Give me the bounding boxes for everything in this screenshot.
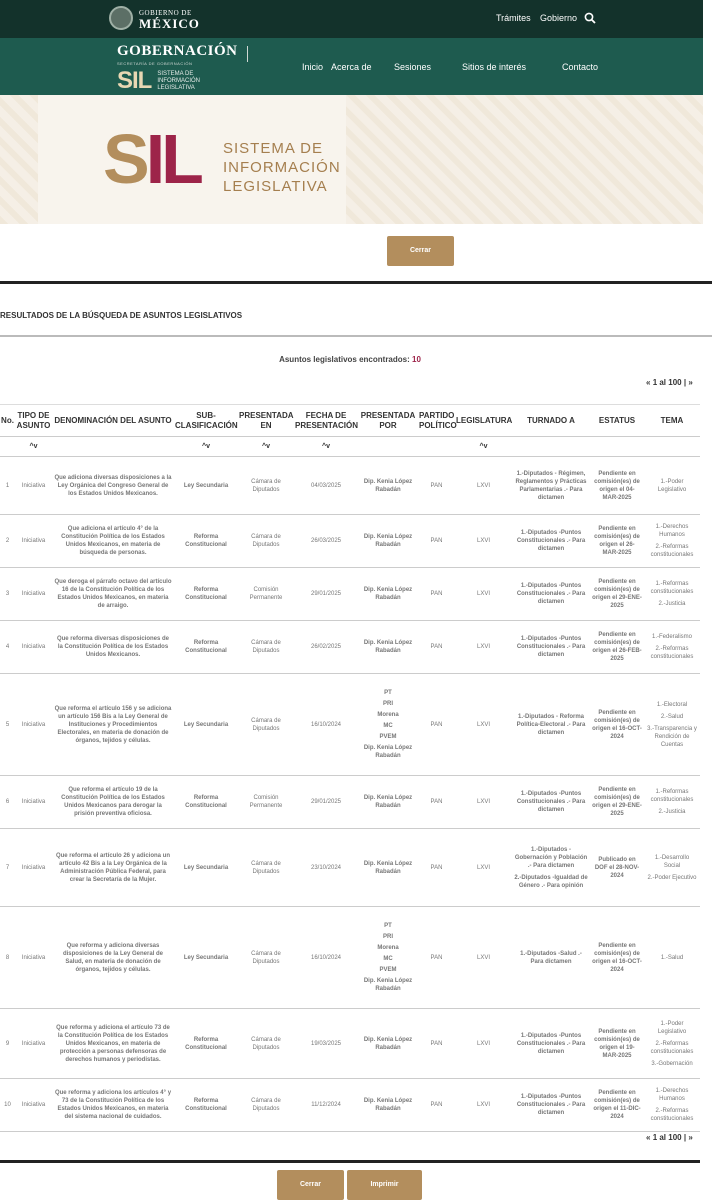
cell-tema (644, 1079, 700, 1132)
table-header-row (0, 405, 700, 437)
presenter-item: PT (384, 923, 392, 929)
table-row (0, 515, 700, 568)
cell-fecha: 16/10/2024 (294, 674, 358, 776)
cell-subclasificacion: Ley Secundaria (174, 907, 238, 1009)
presenter-item: Dip. Kenia López Rabadán (363, 745, 413, 759)
turnado-item: 1.-Diputados -Puntos Constitucionales .- Para dictamen (516, 1094, 586, 1116)
cell-partido: PAN (418, 674, 455, 776)
cell-partido: PAN (418, 568, 455, 621)
presenter-item: PVEM (379, 967, 397, 973)
cell-no: 6 (0, 776, 15, 829)
cell-fecha: 16/10/2024 (294, 907, 358, 1009)
cell-subclasificacion: Reforma Constitucional (174, 568, 238, 621)
pager-next[interactable]: » (688, 1133, 693, 1142)
nav-item-contacto[interactable]: Contacto (562, 62, 599, 72)
sort-asc-icon: ^ (29, 442, 34, 450)
tema-item: 2.-Justicia (658, 809, 686, 815)
turnado-item: 1.-Diputados - Gobernación y Población .- Para dictamen (514, 846, 588, 869)
sort-asc-icon: ^ (479, 442, 484, 450)
cell-estatus: Pendiente en comisión(es) de origen el 26-MAR-2025 (590, 515, 644, 568)
cell-turnado (512, 776, 590, 829)
nav-item-sesiones[interactable]: Sesiones (394, 62, 432, 72)
pager-range: 1 al 100 (652, 1133, 682, 1142)
cell-no: 10 (0, 1079, 15, 1132)
tema-item: 2.-Reformas constitucionales (650, 1108, 694, 1122)
print-button[interactable]: Imprimir (347, 1170, 422, 1200)
tema-item: 2.-Reformas constitucionales (650, 544, 694, 558)
cell-denominacion[interactable]: Que adiciona diversas disposiciones a la Ley Orgánica del Congreso General de los Estados Unidos Mexicanos. (52, 457, 174, 515)
brand-subtitle: SECRETARÍA DE GOBERNACIÓN (117, 61, 193, 66)
cell-denominacion[interactable]: Que reforma el artículo 19 de la Constitución Política de los Estados Unidos Mexicanos para derogar la prisión preventiva oficiosa. (52, 776, 174, 829)
col-header-estatus: ESTATUS (590, 405, 644, 437)
cell-presentada-en: Comisión Permanente (238, 776, 294, 829)
col-header-fecha: FECHA DE PRESENTACIÓN (294, 405, 358, 437)
cell-presentada-en: Cámara de Diputados (238, 1009, 294, 1079)
presenter-item: Dip. Kenia López Rabadán (363, 1098, 413, 1112)
sort-desc-icon: v (206, 442, 210, 450)
brand-divider (247, 46, 248, 62)
cell-no: 7 (0, 829, 15, 907)
table-row (0, 776, 700, 829)
presenter-item: PT (384, 690, 392, 696)
results-title: RESULTADOS DE LA BÚSQUEDA DE ASUNTOS LEGISLATIVOS (0, 311, 243, 320)
cell-presentada-por (358, 515, 418, 568)
pager-range: 1 al 100 (652, 378, 682, 387)
cell-presentada-por (358, 568, 418, 621)
cell-estatus: Pendiente en comisión(es) de origen el 29-ENE-2025 (590, 776, 644, 829)
gov-logo-line1: GOBIERNO DE (139, 8, 192, 17)
cell-tema (644, 674, 700, 776)
cell-tipo: Iniciativa (15, 776, 52, 829)
pager-prev[interactable]: « (646, 378, 651, 387)
cell-legislatura: LXVI (455, 457, 512, 515)
cell-presentada-en: Cámara de Diputados (238, 515, 294, 568)
cell-fecha: 29/01/2025 (294, 776, 358, 829)
cell-subclasificacion: Ley Secundaria (174, 674, 238, 776)
cell-presentada-por (358, 1009, 418, 1079)
cell-legislatura: LXVI (455, 776, 512, 829)
sort-row (0, 437, 700, 457)
table-row (0, 621, 700, 674)
cell-turnado (512, 568, 590, 621)
sort-desc-icon: v (33, 442, 38, 450)
sort-desc-icon: v (326, 442, 330, 450)
cell-turnado (512, 457, 590, 515)
top-link-gobierno[interactable]: Gobierno (540, 13, 578, 23)
cell-no: 1 (0, 457, 15, 515)
cell-estatus: Pendiente en comisión(es) de origen el 16-OCT-2024 (590, 674, 644, 776)
cell-partido: PAN (418, 457, 455, 515)
cell-fecha: 26/02/2025 (294, 621, 358, 674)
cell-subclasificacion: Reforma Constitucional (174, 1009, 238, 1079)
presenter-item: PVEM (379, 734, 397, 740)
cell-turnado (512, 621, 590, 674)
top-link-tramites[interactable]: Trámites (496, 13, 531, 23)
cell-estatus: Publicado en DOF el 28-NOV-2024 (590, 829, 644, 907)
presenter-item: Morena (377, 712, 399, 718)
presenter-item: Dip. Kenia López Rabadán (363, 1036, 413, 1051)
sort-fecha[interactable] (294, 437, 358, 457)
cell-partido: PAN (418, 1009, 455, 1079)
cell-turnado (512, 1079, 590, 1132)
pager-prev[interactable]: « (646, 1133, 651, 1142)
nav-item-sitios-de-interes[interactable]: Sitios de interés (462, 62, 527, 72)
turnado-item: 1.-Diputados - Reforma Política-Electoral .- Para dictamen (516, 713, 586, 736)
cell-denominacion[interactable]: Que reforma diversas disposiciones de la Constitución Política de los Estados Unidos Mexicanos. (52, 621, 174, 674)
cell-tipo: Iniciativa (15, 829, 52, 907)
cell-estatus: Pendiente en comisión(es) de origen el 11-DIC-2024 (590, 1079, 644, 1132)
cell-presentada-por (358, 621, 418, 674)
cell-denominacion[interactable]: Que adiciona el artículo 4° de la Constitución Política de los Estados Unidos Mexicanos, en materia de búsqueda de personas. (52, 515, 174, 568)
presenter-item: Dip. Kenia López Rabadán (363, 534, 413, 548)
sort-subclasificacion[interactable] (174, 437, 238, 457)
cell-presentada-en: Cámara de Diputados (238, 457, 294, 515)
tema-item: 2.-Poder Ejecutivo (647, 874, 697, 881)
cell-presentada-en: Cámara de Diputados (238, 1079, 294, 1132)
tema-item: 1.-Poder Legislativo (657, 1020, 687, 1035)
cell-subclasificacion: Reforma Constitucional (174, 776, 238, 829)
col-header-partido: PARTIDO POLÍTICO (418, 405, 455, 437)
turnado-item: 2.-Diputados -Igualdad de Género .- Para opinión (514, 874, 588, 889)
table-row (0, 568, 700, 621)
cell-denominacion[interactable]: Que reforma y adiciona el artículo 73 de la Constitución Política de los Estados Unidos Mexicanos, en materia de protección a personas defensoras de derechos humanos y periodistas. (52, 1009, 174, 1079)
sort-asc-icon: ^ (322, 442, 327, 450)
presenter-item: MC (383, 723, 393, 729)
cell-subclasificacion: Ley Secundaria (174, 829, 238, 907)
cell-partido: PAN (418, 776, 455, 829)
cell-tema (644, 907, 700, 1009)
cell-tipo: Iniciativa (15, 621, 52, 674)
results-count-value: 10 (412, 355, 421, 364)
presenter-item: Dip. Kenia López Rabadán (363, 860, 413, 875)
presenter-item: Dip. Kenia López Rabadán (363, 795, 413, 809)
sil-nav-word: SIL (117, 67, 152, 94)
tema-item: 2.-Justicia (658, 601, 686, 607)
cell-no: 4 (0, 621, 15, 674)
sort-presentada-en[interactable] (238, 437, 294, 457)
nav-item-acerca-de[interactable]: Acerca de (331, 62, 372, 72)
cell-turnado (512, 1009, 590, 1079)
cell-estatus: Pendiente en comisión(es) de origen el 29-ENE-2025 (590, 568, 644, 621)
presenter-item: MC (383, 956, 393, 962)
table-row (0, 1079, 700, 1132)
pager-next[interactable]: » (688, 378, 693, 387)
cell-tema (644, 515, 700, 568)
cell-tema (644, 776, 700, 829)
pager-top: « 1 al 100 | » (646, 378, 693, 387)
tema-item: 3.-Gobernación (651, 1060, 693, 1067)
tema-item: 1.-Reformas constitucionales (650, 581, 694, 595)
sort-legislatura[interactable] (455, 437, 512, 457)
cell-presentada-por (358, 907, 418, 1009)
cell-partido: PAN (418, 829, 455, 907)
presenter-item: Morena (377, 945, 399, 951)
cell-estatus: Pendiente en comisión(es) de origen el 26-FEB-2025 (590, 621, 644, 674)
cell-legislatura: LXVI (455, 568, 512, 621)
cell-denominacion[interactable]: Que reforma el artículo 156 y se adiciona un artículo 156 Bis a la Ley General de Instituciones y Procedimientos Electorales, en materia de donación de órganos, tejidos y células. (52, 674, 174, 776)
col-header-subclasificacion: SUB-CLASIFICACIÓN (174, 405, 238, 437)
presenter-item: PRI (382, 934, 393, 940)
cell-tema (644, 1009, 700, 1079)
tema-item: 1.-Derechos Humanos (655, 1088, 689, 1102)
presenter-item: Dip. Kenia López Rabadán (363, 640, 413, 654)
tema-item: 1.-Poder Legislativo (657, 478, 687, 493)
turnado-item: 1.-Diputados -Salud .- Para dictamen (520, 950, 582, 965)
tema-item: 1.-Desarrollo Social (654, 854, 690, 869)
col-header-turnado: TURNADO A (512, 405, 590, 437)
results-body (0, 457, 700, 1132)
cell-denominacion[interactable]: Que reforma y adiciona los artículos 4° y 73 de la Constitución Política de los Estados Unidos Mexicanos, en materia del sistema nacional de cuidados. (52, 1079, 174, 1132)
divider-bottom (0, 1160, 700, 1163)
cell-no: 5 (0, 674, 15, 776)
cell-partido: PAN (418, 621, 455, 674)
tema-item: 1.-Salud (660, 954, 684, 961)
cell-presentada-en: Cámara de Diputados (238, 674, 294, 776)
cell-denominacion[interactable]: Que deroga el párrafo octavo del artículo 16 de la Constitución Política de los Estados Unidos Mexicanos, en materia de arraigo. (52, 568, 174, 621)
cell-presentada-en: Cámara de Diputados (238, 829, 294, 907)
sil-banner-text: SISTEMA DE INFORMACIÓN LEGISLATIVA (223, 140, 341, 195)
table-row (0, 674, 700, 776)
cell-presentada-por (358, 457, 418, 515)
cell-presentada-por (358, 829, 418, 907)
top-bar (0, 0, 703, 38)
table-row (0, 829, 700, 907)
tema-item: 2.-Salud (660, 713, 684, 720)
cell-tipo: Iniciativa (15, 568, 52, 621)
cell-denominacion[interactable]: Que reforma el artículo 26 y adiciona un artículo 42 Bis a la Ley Orgánica de la Administración Pública Federal, para crear la Secretaría de la Mujer. (52, 829, 174, 907)
cell-tipo: Iniciativa (15, 674, 52, 776)
cell-tipo: Iniciativa (15, 457, 52, 515)
turnado-item: 1.-Diputados -Puntos Constitucionales .- Para dictamen (516, 1032, 586, 1055)
cell-tema (644, 457, 700, 515)
cell-estatus: Pendiente en comisión(es) de origen el 04-MAR-2025 (590, 457, 644, 515)
cell-fecha: 19/03/2025 (294, 1009, 358, 1079)
cell-fecha: 04/03/2025 (294, 457, 358, 515)
cell-subclasificacion: Reforma Constitucional (174, 515, 238, 568)
table-row (0, 1009, 700, 1079)
tema-item: 2.-Reformas constitucionales (650, 646, 694, 660)
sil-banner-logo: S I L (103, 120, 200, 198)
presenter-item: Dip. Kenia López Rabadán (363, 587, 413, 601)
tema-item: 1.-Reformas constitucionales (650, 789, 694, 803)
cell-turnado (512, 907, 590, 1009)
close-button-bottom[interactable]: Cerrar (277, 1170, 344, 1200)
cell-tema (644, 621, 700, 674)
tema-item: 3.-Transparencia y Rendición de Cuentas (647, 725, 697, 748)
cell-turnado (512, 674, 590, 776)
col-header-tipo: TIPO DE ASUNTO (15, 405, 52, 437)
cell-tipo: Iniciativa (15, 1079, 52, 1132)
cell-legislatura: LXVI (455, 621, 512, 674)
results-table (0, 404, 700, 1132)
table-row (0, 457, 700, 515)
divider-results (0, 335, 712, 337)
gobierno-de-mexico-logo[interactable] (109, 6, 200, 30)
turnado-item: 1.-Diputados -Puntos Constitucionales .- Para dictamen (516, 583, 586, 605)
sort-desc-icon: v (266, 442, 270, 450)
cell-presentada-por (358, 776, 418, 829)
search-icon[interactable] (584, 12, 596, 24)
turnado-item: 1.-Diputados -Puntos Constitucionales .- Para dictamen (516, 791, 586, 813)
cell-tipo: Iniciativa (15, 515, 52, 568)
col-header-legislatura: LEGISLATURA (455, 405, 512, 437)
cell-partido: PAN (418, 907, 455, 1009)
pager-bottom: « 1 al 100 | » (646, 1133, 693, 1142)
cell-presentada-por (358, 1079, 418, 1132)
divider-top (0, 281, 712, 284)
cell-estatus: Pendiente en comisión(es) de origen el 16-OCT-2024 (590, 907, 644, 1009)
cell-partido: PAN (418, 515, 455, 568)
table-row (0, 907, 700, 1009)
col-header-presentada-por: PRESENTADA POR (358, 405, 418, 437)
tema-item: 1.-Electoral (656, 701, 688, 708)
brand-title: GOBERNACIÓN (117, 43, 238, 59)
cell-no: 3 (0, 568, 15, 621)
cell-subclasificacion: Ley Secundaria (174, 457, 238, 515)
cell-fecha: 26/03/2025 (294, 515, 358, 568)
cell-legislatura: LXVI (455, 829, 512, 907)
cell-fecha: 23/10/2024 (294, 829, 358, 907)
results-count: Asuntos legislativos encontrados: 10 (279, 355, 421, 364)
cell-no: 8 (0, 907, 15, 1009)
cell-no: 9 (0, 1009, 15, 1079)
cell-presentada-en: Comisión Permanente (238, 568, 294, 621)
cell-denominacion[interactable]: Que reforma y adiciona diversas disposiciones de la Ley General de Salud, en materia de donación de órganos, tejidos y células. (52, 907, 174, 1009)
tema-item: 1.-Federalismo (651, 634, 692, 640)
col-header-presentada-en: PRESENTADA EN (238, 405, 294, 437)
turnado-item: 1.-Diputados -Puntos Constitucionales .- Para dictamen (516, 530, 586, 552)
cell-tipo: Iniciativa (15, 1009, 52, 1079)
cell-legislatura: LXVI (455, 1009, 512, 1079)
sort-asc-icon: ^ (202, 442, 207, 450)
col-header-no: No. (0, 405, 15, 437)
cell-tema (644, 829, 700, 907)
sil-nav-fullname: SISTEMA DE INFORMACIÓN LEGISLATIVA (157, 70, 201, 91)
cell-turnado (512, 515, 590, 568)
sort-desc-icon: v (483, 442, 488, 450)
cell-legislatura: LXVI (455, 674, 512, 776)
tema-item: 1.-Derechos Humanos (655, 524, 689, 538)
cell-partido: PAN (418, 1079, 455, 1132)
cell-legislatura: LXVI (455, 907, 512, 1009)
cell-legislatura: LXVI (455, 515, 512, 568)
close-button-top[interactable]: Cerrar (387, 236, 454, 266)
cell-no: 2 (0, 515, 15, 568)
sil-nav-logo[interactable] (117, 67, 200, 95)
cell-tipo: Iniciativa (15, 907, 52, 1009)
cell-turnado (512, 829, 590, 907)
cell-estatus: Pendiente en comisión(es) de origen el 19-MAR-2025 (590, 1009, 644, 1079)
cell-subclasificacion: Reforma Constitucional (174, 621, 238, 674)
cell-presentada-en: Cámara de Diputados (238, 621, 294, 674)
cell-fecha: 11/12/2024 (294, 1079, 358, 1132)
cell-presentada-por (358, 674, 418, 776)
presenter-item: PRI (382, 701, 393, 707)
cell-legislatura: LXVI (455, 1079, 512, 1132)
nav-item-inicio[interactable]: Inicio (302, 62, 324, 72)
turnado-item: 1.-Diputados - Régimen, Reglamentos y Prácticas Parlamentarias .- Para dictamen (515, 470, 587, 501)
col-header-tema: TEMA (644, 405, 700, 437)
cell-presentada-en: Cámara de Diputados (238, 907, 294, 1009)
turnado-item: 1.-Diputados -Puntos Constitucionales .- Para dictamen (516, 636, 586, 658)
presenter-item: Dip. Kenia López Rabadán (363, 478, 413, 493)
national-seal-icon (109, 6, 133, 30)
cell-fecha: 29/01/2025 (294, 568, 358, 621)
gobernacion-brand[interactable] (117, 42, 238, 66)
cell-subclasificacion: Reforma Constitucional (174, 1079, 238, 1132)
cell-tema (644, 568, 700, 621)
sort-tipo[interactable] (15, 437, 52, 457)
sort-asc-icon: ^ (262, 442, 267, 450)
gov-logo-line2: MÉXICO (139, 15, 200, 31)
tema-item: 2.-Reformas constitucionales (650, 1040, 694, 1055)
presenter-item: Dip. Kenia López Rabadán (363, 978, 413, 992)
col-header-denominacion: DENOMINACIÓN DEL ASUNTO (52, 405, 174, 437)
